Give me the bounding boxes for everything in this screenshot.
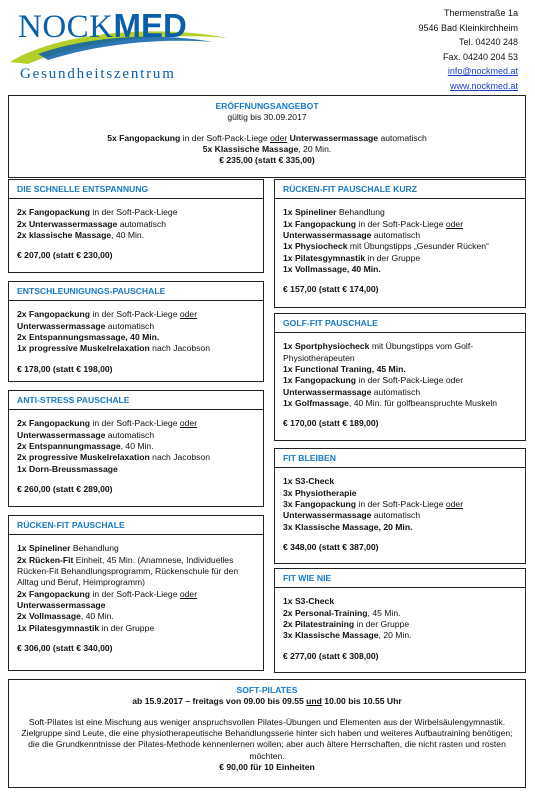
package-box-entschleunigung <box>8 281 264 382</box>
package-item-line: 2x Entspannungsmassage, 40 Min. <box>17 332 160 343</box>
package-item-line: 2x klassische Massage, 40 Min. <box>17 230 145 241</box>
package-items <box>275 207 525 275</box>
package-item-line: 1x Fangopackung in der Soft-Pack-Liege oder <box>283 218 464 229</box>
package-item-line: 3x Fangopackung in der Soft-Pack-Liege oder <box>283 499 464 510</box>
package-divider <box>275 332 525 333</box>
package-items <box>275 341 525 409</box>
package-item-line: 2x Pilatestraining in der Gruppe <box>283 619 410 630</box>
opening-offer-price: € 235,00 (statt € 335,00) <box>219 155 315 166</box>
opening-offer-line: 5x Klassische Massage, 20 Min. <box>202 144 332 155</box>
package-title: FIT BLEIBEN <box>283 453 336 463</box>
package-box-ruecken-fit-kurz <box>274 179 526 308</box>
phone-line: Tel. 04240 248 <box>458 37 518 48</box>
address-line: Thermenstraße 1a <box>443 8 518 18</box>
package-box-golf-fit <box>274 313 526 441</box>
package-item-line: 3x Physiotherapie <box>283 487 357 498</box>
package-price: € 260,00 (statt € 289,00) <box>17 484 113 495</box>
package-items <box>9 543 263 634</box>
package-price: € 157,00 (statt € 174,00) <box>283 284 379 295</box>
package-price: € 207,00 (statt € 230,00) <box>17 250 113 261</box>
package-box-schnelle-entspannung <box>8 179 264 273</box>
package-box-ruecken-fit <box>8 515 264 671</box>
opening-offer-box <box>8 95 526 178</box>
package-item-line: 2x Fangopackung in der Soft-Pack-Liege oder <box>17 309 198 320</box>
package-price: € 178,00 (statt € 198,00) <box>17 363 113 374</box>
package-item-line: 3x Klassische Massage, 20 Min. <box>283 630 412 641</box>
package-item-line: 3x Klassische Massage, 20 Min. <box>283 521 413 532</box>
package-item-line: 1x Sportphysiocheck mit Übungstipps vom Golf- <box>283 341 474 352</box>
package-box-fit-wie-nie <box>274 568 526 673</box>
package-item-line: Alltag und Beruf, Heimprogramm) <box>17 577 145 588</box>
opening-offer-title: ERÖFFNUNGSANGEBOT <box>215 101 319 111</box>
package-item-line: 1x progressive Muskelrelaxation nach Jacobson <box>17 343 210 354</box>
package-title: ENTSCHLEUNIGUNGS-PAUSCHALE <box>17 286 166 296</box>
package-item-line: Unterwassermassage automatisch <box>17 320 155 331</box>
package-price: € 348,00 (statt € 387,00) <box>283 542 379 553</box>
package-price: € 277,00 (statt € 308,00) <box>283 650 379 661</box>
contact-address <box>418 6 518 93</box>
package-item-line: 1x S3-Check <box>283 476 335 487</box>
package-item-line: 1x Spineliner Behandlung <box>17 543 119 554</box>
package-item-line: 1x Spineliner Behandlung <box>283 207 385 218</box>
package-title: RÜCKEN-FIT PAUSCHALE KURZ <box>283 184 417 194</box>
package-item-line: 2x Unterwassermassage automatisch <box>17 218 167 229</box>
package-item-line: 1x Pilatesgymnastik in der Gruppe <box>17 622 155 633</box>
package-title: ANTI-STRESS PAUSCHALE <box>17 395 130 405</box>
package-items <box>9 309 263 354</box>
package-title: RÜCKEN-FIT PAUSCHALE <box>17 520 125 530</box>
package-title: FIT WIE NIE <box>283 573 332 583</box>
package-item-line: 2x Fangopackung in der Soft-Pack-Liege oder <box>17 588 198 599</box>
package-title: GOLF-FIT PAUSCHALE <box>283 318 378 328</box>
package-item-line: 1x Physiocheck mit Übungstipps „Gesunder Rücken“ <box>283 241 489 252</box>
package-divider <box>9 534 263 535</box>
opening-offer-line: 5x Fangopackung in der Soft-Pack-Liege oder Unterwassermassage automatisch <box>107 132 427 143</box>
package-item-line: 2x Entspannungmassage, 40 Min. <box>17 441 154 452</box>
soft-pilates-description: Soft-Pilates ist eine Mischung aus weniger anspruchsvollen Pilates-Übungen und Elementen aus der Wirbelsäulengymnastik. Zielgruppe sind Leute, die eine physiotherapeutische Behandlungsserie hinter sich haben und weiteres Aufbautraining benötigen; die die Grundkenntnisse der Pilates-Methode kennenlernen wollen; aber auch ältere Herrschaften, die nicht rasten und rosten möchten. <box>21 716 513 761</box>
package-item-line: Physiotherapeuten <box>283 352 355 363</box>
package-divider <box>275 198 525 199</box>
logo-subtitle: Gesundheitszentrum <box>20 66 176 82</box>
package-items <box>9 418 263 475</box>
package-box-fit-bleiben <box>274 448 526 564</box>
package-item-line: Unterwassermassage automatisch <box>283 230 421 241</box>
package-item-line: 2x Fangopackung in der Soft-Pack-Liege <box>17 207 178 218</box>
website-link[interactable]: www.nockmed.at <box>449 80 518 91</box>
package-divider <box>9 198 263 199</box>
package-divider <box>9 409 263 410</box>
soft-pilates-box <box>8 679 526 788</box>
package-item-line: Unterwassermassage automatisch <box>283 386 421 397</box>
package-divider <box>9 300 263 301</box>
package-item-line: Unterwassermassage <box>17 600 106 611</box>
package-items <box>275 596 525 641</box>
soft-pilates-schedule: ab 15.9.2017 – freitags von 09.00 bis 09.55 und 10.00 bis 10.55 Uhr <box>132 696 402 707</box>
package-item-line: 1x Pilatesgymnastik in der Gruppe <box>283 252 421 263</box>
package-items <box>9 207 263 241</box>
package-item-line: 2x progressive Muskelrelaxation nach Jacobson <box>17 452 210 463</box>
package-divider <box>275 467 525 468</box>
package-item-line: 1x Functional Traning, 45 Min. <box>283 364 406 375</box>
package-price: € 170,00 (statt € 189,00) <box>283 418 379 429</box>
fax-line: Fax. 04240 204 53 <box>442 51 518 62</box>
package-title: DIE SCHNELLE ENTSPANNUNG <box>17 184 149 194</box>
package-price: € 306,00 (statt € 340,00) <box>17 643 113 654</box>
soft-pilates-price: € 90,00 für 10 Einheiten <box>219 762 315 773</box>
package-item-line: 1x S3-Check <box>283 596 335 607</box>
address-line: 9546 Bad Kleinkirchheim <box>418 22 518 33</box>
package-item-line: 1x Golfmassage, 40 Min. für golfbeanspruchte Muskeln <box>283 398 498 409</box>
package-item-line: 2x Vollmassage, 40 Min. <box>17 611 114 622</box>
package-item-line: 1x Fangopackung in der Soft-Pack-Liege oder <box>283 375 464 386</box>
package-item-line: 2x Fangopackung in der Soft-Pack-Liege oder <box>17 418 198 429</box>
package-item-line: 1x Dorn-Breussmassage <box>17 463 118 474</box>
package-item-line: 2x Personal-Training, 45 Min. <box>283 607 401 618</box>
logo-wordmark: NOCKMED <box>18 7 187 45</box>
package-item-line: Unterwassermassage automatisch <box>17 429 155 440</box>
soft-pilates-title: SOFT-PILATES <box>236 685 298 695</box>
email-link[interactable]: info@nockmed.at <box>447 66 518 77</box>
package-box-anti-stress <box>8 390 264 507</box>
package-item-line: Rücken-Fit Behandlungsprogramm, Rückenschule für den <box>17 566 239 577</box>
package-divider <box>275 587 525 588</box>
package-item-line: 1x Vollmassage, 40 Min. <box>283 264 381 275</box>
package-items <box>275 476 525 533</box>
package-item-line: 2x Rücken-Fit Einheit, 45 Min. (Anamnese, Individuelles <box>17 554 234 565</box>
package-item-line: Unterwassermassage automatisch <box>283 510 421 521</box>
opening-offer-validity: gültig bis 30.09.2017 <box>227 112 307 123</box>
nockmed-logo <box>8 2 238 82</box>
